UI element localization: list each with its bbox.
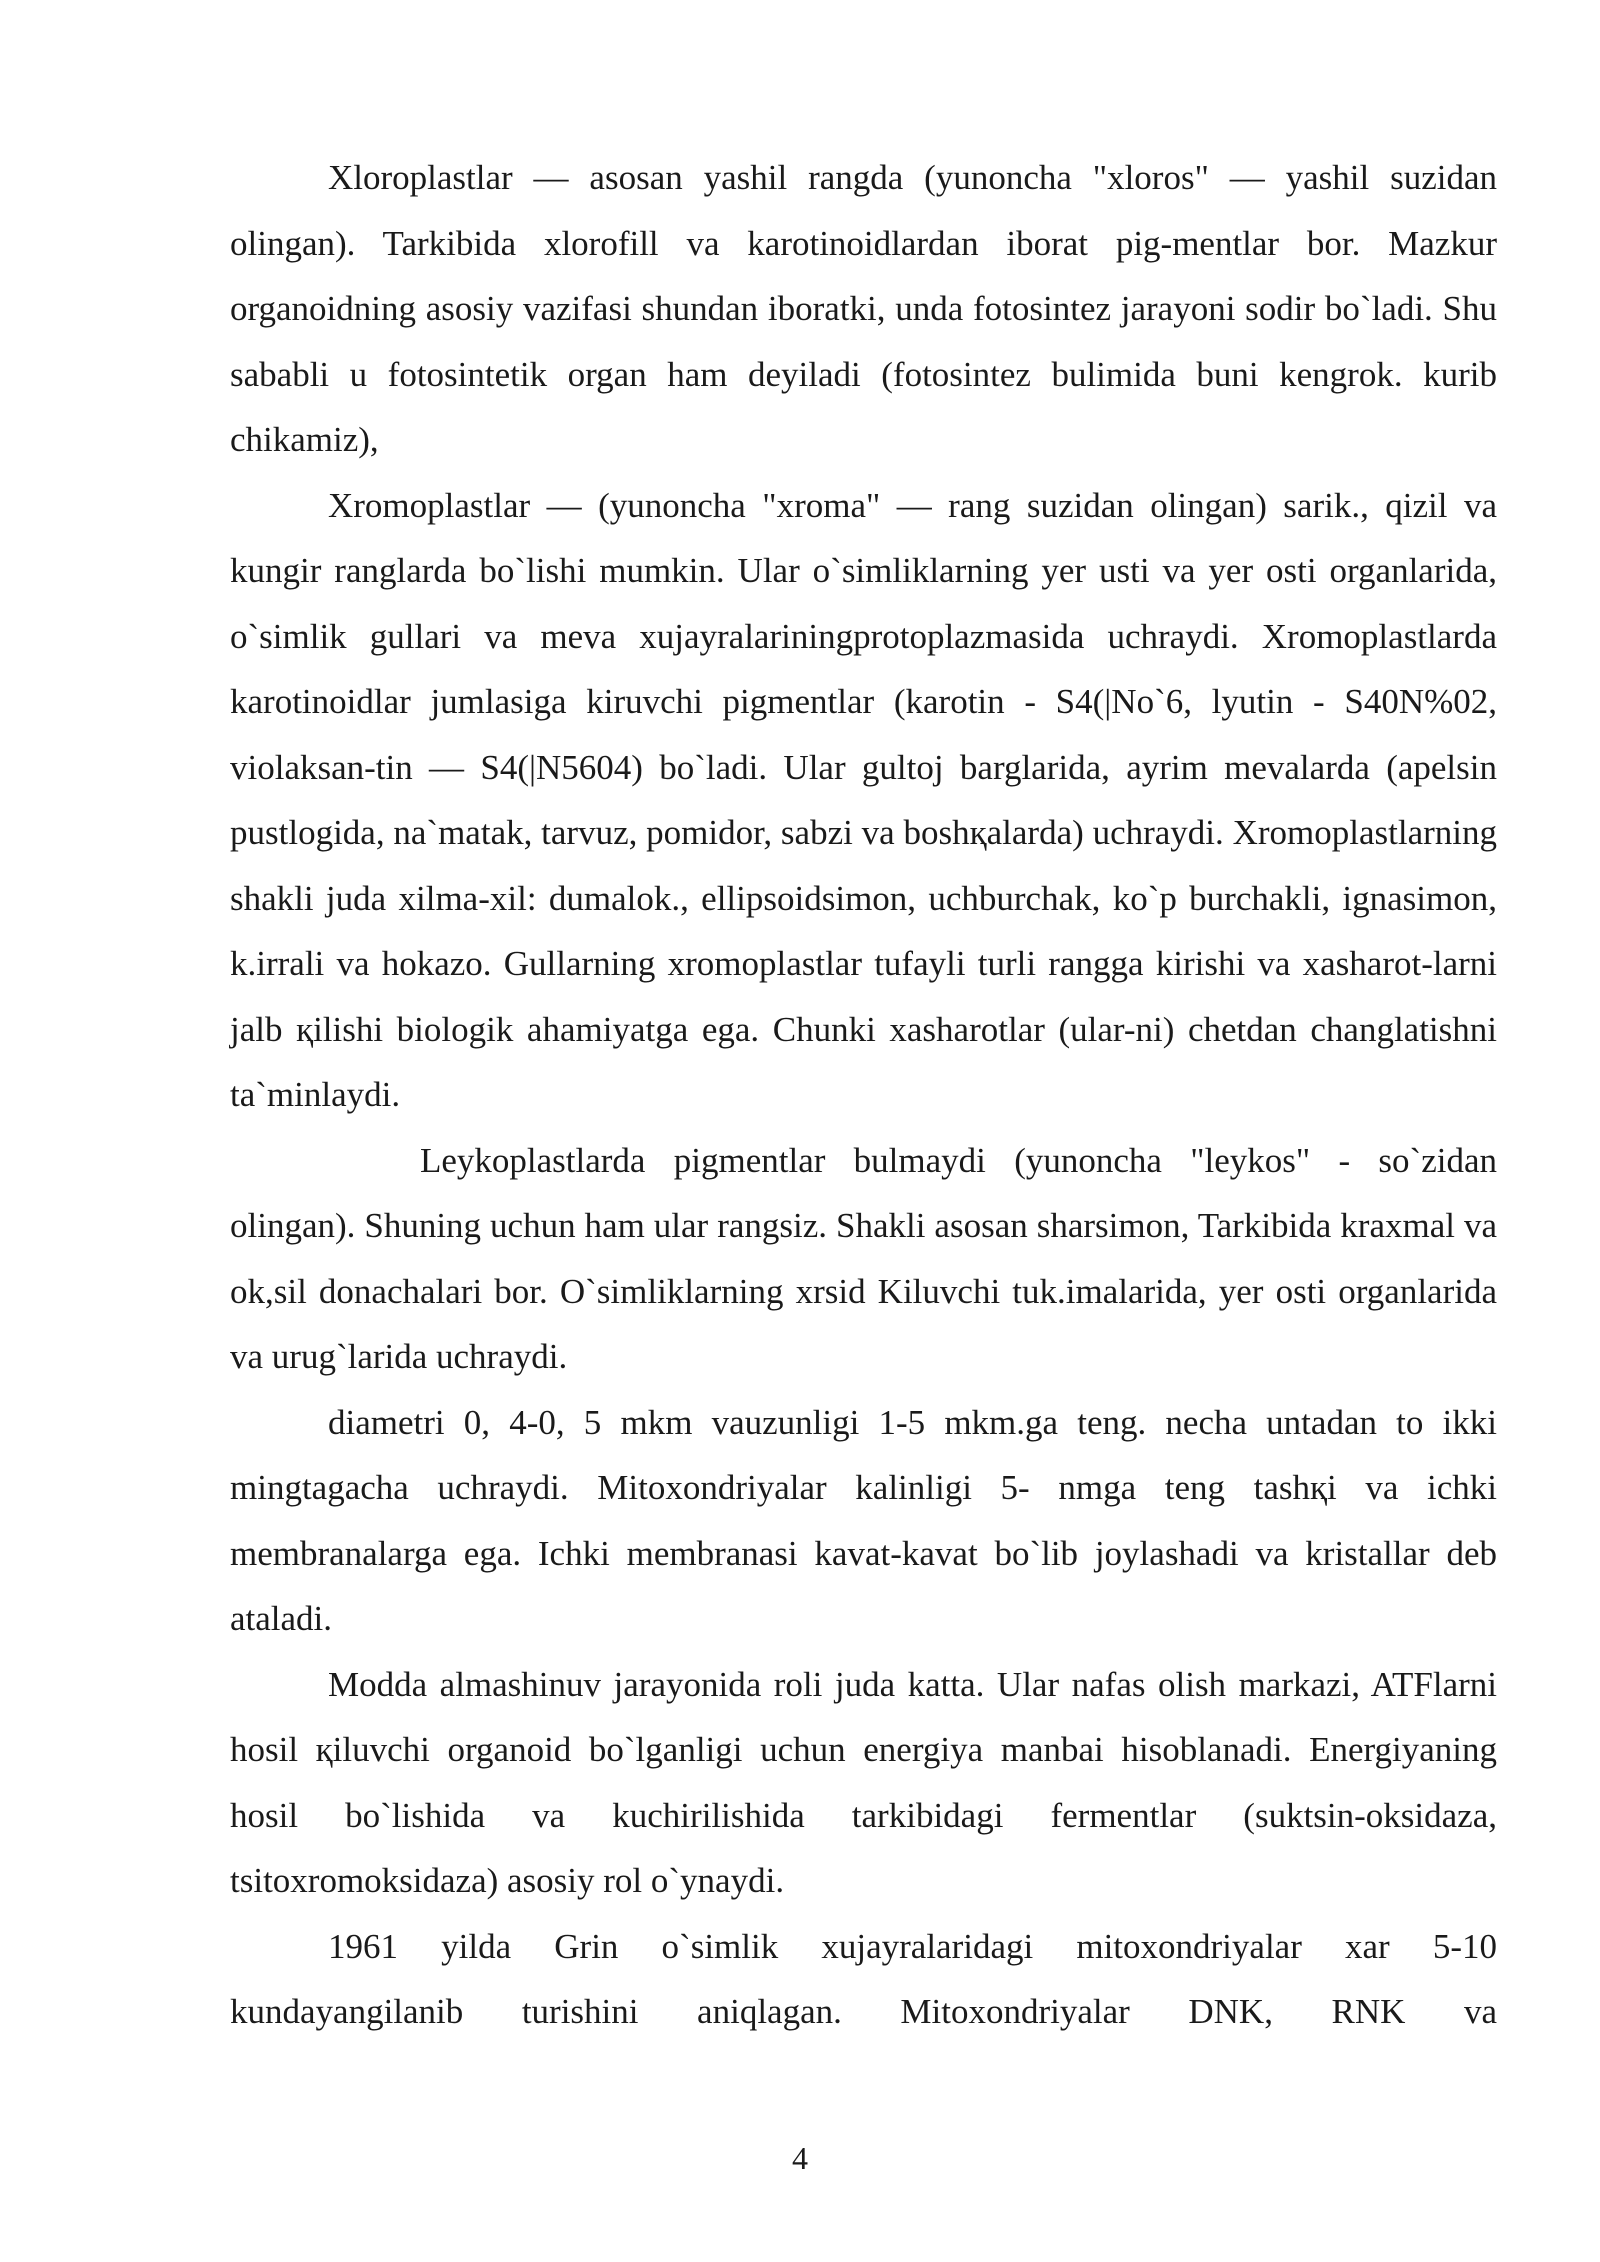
- paragraph-grin-1961: 1961 yilda Grin o`simlik xujayralaridagi mitoxondriyalar xar 5-10 kundayangilanib turishini aniqlagan. Mitoxondriyalar DNK, RNK va: [230, 1926, 1497, 2031]
- paragraph-chloroplasts: Xloroplastlar — asosan yashil rangda (yunoncha "xloros" — yashil suzidan olingan). Tarkibida xlorofill va karotinoidlardan iborat pig-mentlar bor. Mazkur organoidning asosiy vazifasi shundan iboratki, unda fotosintez jarayoni sodir bo`ladi. Shu sababli u fotosintetik organ ham deyiladi (fotosintez bulimida buni kengrok. kurib chikamiz),: [230, 158, 1497, 459]
- page-number: 4: [792, 2140, 808, 2176]
- document-body: [230, 145, 1497, 2045]
- paragraph-metabolism: Modda almashinuv jarayonida roli juda katta. Ular nafas olish markazi, ATFlarni hosil қiluvchi organoid bo`lganligi uchun energiya manbai hisoblanadi. Energiyaning hosil bo`lishida va kuchirilishida tarkibidagi fermentlar (suktsin-oksidaza, tsitoxromoksidaza) asosiy rol o`ynaydi.: [230, 1664, 1497, 1900]
- paragraph-leucoplasts: Leykoplastlarda pigmentlar bulmaydi (yunoncha "leykos" - so`zidan olingan). Shuning uchun ham ular rangsiz. Shakli asosan sharsimon, Tarkibida kraxmal va ok,sil donachalari bor. O`simliklarning xrsid Kiluvchi tuk.imalarida, yer osti organlarida va urug`larida uchraydi.: [230, 1140, 1497, 1376]
- paragraph-chromoplasts: Xromoplastlar — (yunoncha "xroma" — rang suzidan olingan) sarik., qizil va kungir ranglarda bo`lishi mumkin. Ular o`simliklarning yer usti va yer osti organlarida, o`simlik gullari va meva xujayralariningprotoplazmasida uchraydi. Xromoplastlarda karotinoidlar jumlasiga kiruvchi pigmentlar (karotin - S4(|No`6, lyutin - S40N%02, violaksan-tin — S4(|N5604) bo`ladi. Ular gultoj barglarida, ayrim mevalarda (apelsin pustlogida, na`matak, tarvuz, pomidor, sabzi va boshқalarda) uchraydi. Xromoplastlarning shakli juda xilma-xil: dumalok., ellipsoidsimon, uchburchak, ko`p burchakli, ignasimon, k.irrali va hokazo. Gullarning xromoplastlar tufayli turli rangga kirishi va xasharot-larni jalb қilishi biologik ahamiyatga ega. Chunki xasharotlar (ular-ni) chetdan changlatishni ta`minlaydi.: [230, 485, 1497, 1114]
- paragraph-mitochondria-size: diametri 0, 4-0, 5 mkm vauzunligi 1-5 mkm.ga teng. necha untadan to ikki mingtagacha uchraydi. Mitoxondriyalar kalinligi 5- nmga teng tashқi va ichki membranalarga ega. Ichki membranasi kavat-kavat bo`lib joylashadi va kristallar deb ataladi.: [230, 1402, 1497, 1638]
